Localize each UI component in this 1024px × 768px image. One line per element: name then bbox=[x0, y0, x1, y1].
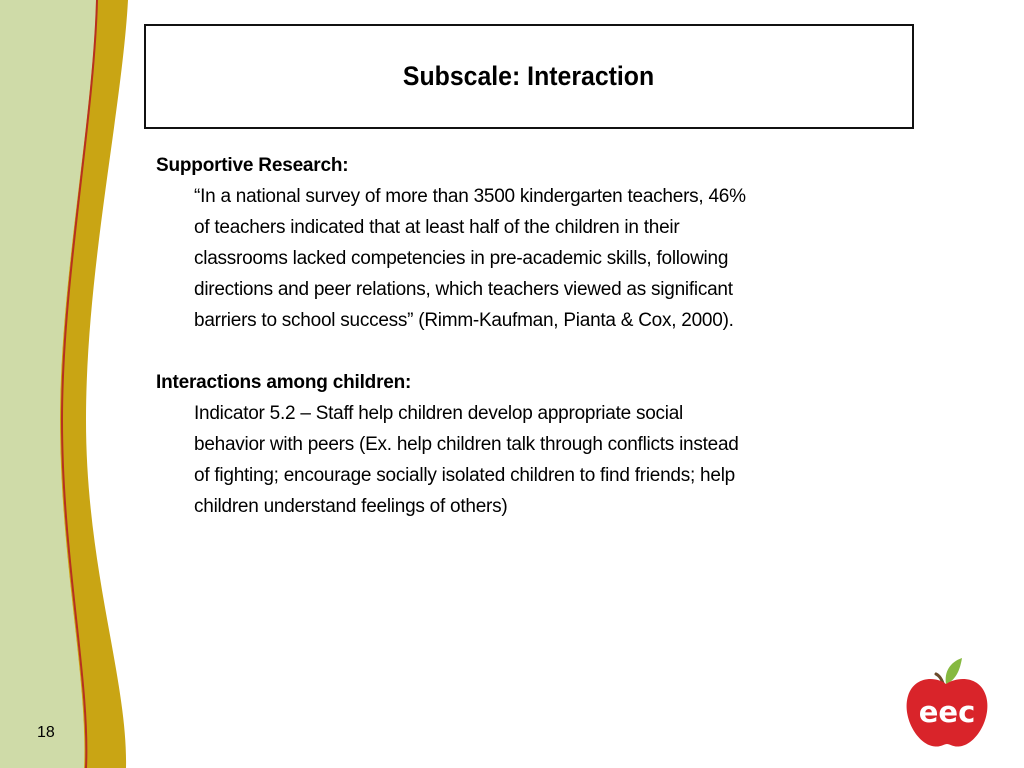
text-line: barriers to school success” (Rimm-Kaufman, Pianta & Cox, 2000). bbox=[194, 310, 734, 331]
text-line: classrooms lacked competencies in pre-academic skills, following bbox=[194, 248, 729, 269]
section-heading: Supportive Research: bbox=[156, 155, 349, 176]
slide-content bbox=[156, 150, 916, 522]
text-line: Indicator 5.2 – Staff help children develop appropriate social bbox=[194, 403, 684, 424]
section-supportive-research bbox=[156, 150, 916, 336]
text-line: of fighting; encourage socially isolated children to find friends; help bbox=[194, 465, 735, 486]
research-quote bbox=[194, 181, 914, 336]
text-line: children understand feelings of others) bbox=[194, 496, 508, 517]
apple-logo-icon bbox=[900, 654, 994, 750]
logo-text: eec bbox=[918, 695, 976, 729]
section-heading: Interactions among children: bbox=[156, 372, 412, 393]
page-number: 18 bbox=[37, 724, 55, 741]
text-line: of teachers indicated that at least half of the children in their bbox=[194, 217, 680, 238]
section-interactions bbox=[156, 367, 916, 522]
slide-title: Subscale: Interaction bbox=[403, 61, 655, 91]
text-line: behavior with peers (Ex. help children talk through conflicts instead bbox=[194, 434, 739, 455]
text-line: “In a national survey of more than 3500 kindergarten teachers, 46% bbox=[194, 186, 746, 207]
text-line: directions and peer relations, which teachers viewed as significant bbox=[194, 279, 733, 300]
side-wave-decoration bbox=[0, 0, 140, 768]
indicator-text bbox=[194, 398, 914, 522]
title-box bbox=[144, 24, 914, 129]
